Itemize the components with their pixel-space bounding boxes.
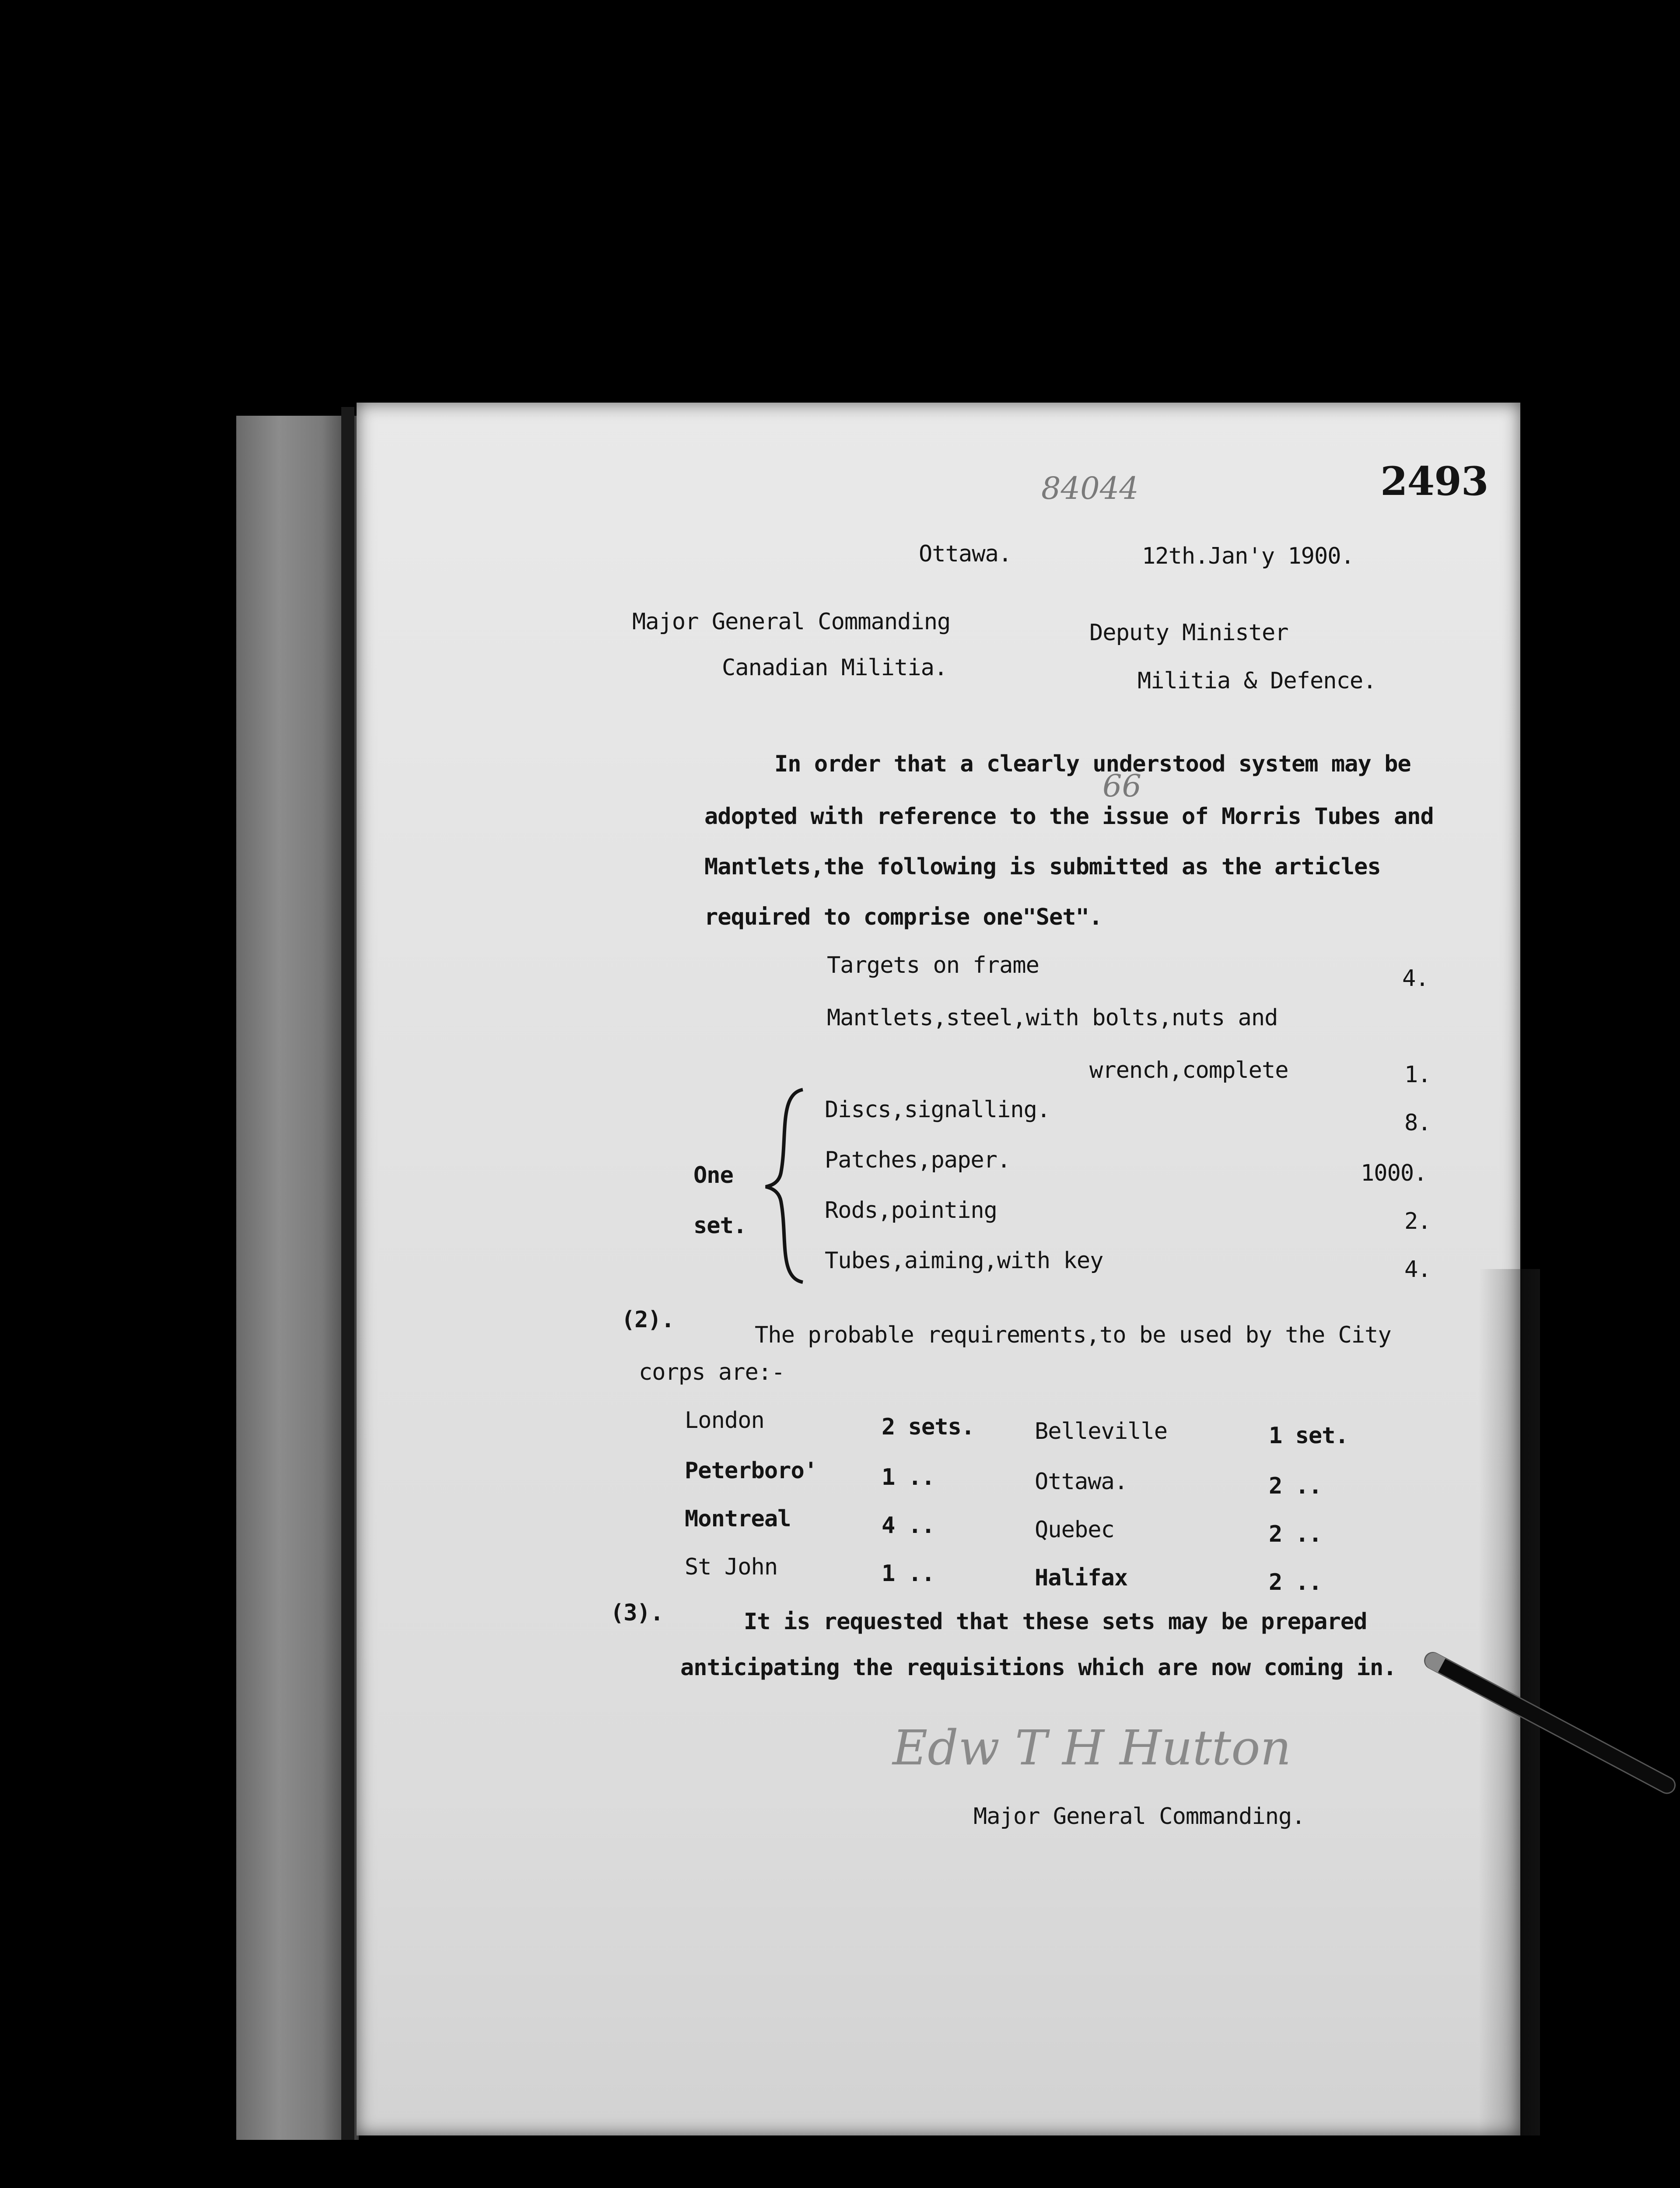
city-6-qty: 2 .. <box>1269 1521 1322 1547</box>
city-4: Ottawa. <box>1035 1469 1128 1495</box>
item-patches: Patches,paper. <box>825 1147 1011 1173</box>
item-mantlets: Mantlets,steel,with bolts,nuts and <box>827 1005 1278 1031</box>
para2-line-1: The probable requirements,to be used by the City <box>755 1322 1391 1348</box>
city-5: Montreal <box>685 1506 791 1532</box>
para1-line-3: Mantlets,the following is submitted as the articles <box>704 854 1381 880</box>
item-rods-qty: 2. <box>1404 1208 1431 1234</box>
underlying-page <box>236 416 359 2140</box>
city-2: Belleville <box>1035 1418 1168 1445</box>
margin-mark: 66 <box>1102 768 1142 804</box>
city-1: London <box>685 1407 764 1434</box>
city-2-qty: 1 set. <box>1269 1423 1348 1449</box>
city-6: Quebec <box>1035 1517 1114 1543</box>
city-8: Halifax <box>1035 1565 1128 1591</box>
page-edge-shadow <box>341 407 354 2140</box>
item-tubes: Tubes,aiming,with key <box>825 1248 1103 1274</box>
item-discs: Discs,signalling. <box>825 1097 1050 1123</box>
item-targets-qty: 4. <box>1402 965 1429 992</box>
signature-title: Major General Commanding. <box>973 1803 1305 1830</box>
letter-place: Ottawa. <box>919 541 1012 567</box>
para3-line-1: It is requested that these sets may be prepared <box>744 1609 1367 1635</box>
city-4-qty: 2 .. <box>1269 1473 1322 1499</box>
para1-line-1: In order that a clearly understood system may be <box>774 751 1411 777</box>
from-line-2: Canadian Militia. <box>722 655 948 681</box>
to-line-1: Deputy Minister <box>1089 620 1288 646</box>
para2-number: (2). <box>621 1307 675 1333</box>
item-patches-qty: 1000. <box>1361 1160 1427 1186</box>
para3-line-2: anticipating the requisitions which are now coming in. <box>680 1655 1396 1681</box>
para2-line-2: corps are:- <box>639 1359 785 1385</box>
file-number: 84044 <box>1041 470 1139 506</box>
city-1-qty: 2 sets. <box>882 1414 975 1440</box>
para3-number: (3). <box>610 1600 664 1626</box>
bracket-label-set: set. <box>693 1213 747 1239</box>
bracket-label-one: One <box>693 1162 733 1189</box>
letter-date: 12th.Jan'y 1900. <box>1142 543 1354 569</box>
para1-line-4: required to comprise one"Set". <box>704 904 1102 930</box>
from-line-1: Major General Commanding <box>632 609 951 635</box>
item-mantlets-cont: wrench,complete <box>1089 1057 1288 1083</box>
item-tubes-qty: 4. <box>1404 1256 1431 1283</box>
page-number: 2493 <box>1380 458 1488 505</box>
item-discs-qty: 8. <box>1404 1110 1431 1136</box>
city-7-qty: 1 .. <box>882 1560 935 1587</box>
city-3: Peterboro' <box>685 1458 818 1484</box>
city-3-qty: 1 .. <box>882 1464 935 1490</box>
item-targets: Targets on frame <box>827 952 1039 978</box>
city-8-qty: 2 .. <box>1269 1569 1322 1595</box>
set-bracket <box>761 1085 809 1287</box>
item-rods: Rods,pointing <box>825 1197 997 1224</box>
city-7: St John <box>685 1554 778 1580</box>
para1-line-2: adopted with reference to the issue of Morris Tubes and <box>704 803 1434 830</box>
signature: Edw T H Hutton <box>892 1720 1292 1776</box>
item-mantlets-qty: 1. <box>1404 1062 1431 1088</box>
to-line-2: Militia & Defence. <box>1138 668 1376 694</box>
city-5-qty: 4 .. <box>882 1512 935 1539</box>
